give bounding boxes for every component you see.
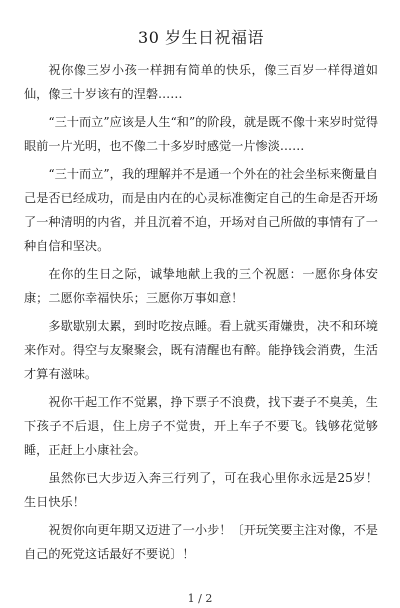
paragraph-8: 祝贺你向更年期又迈进了一小步！〔开玩笑要主注对像，不是自己的死党这话最好不要说〕！ (24, 523, 378, 561)
paragraph-3: “三十而立”，我的理解并不是通一个外在的社会坐标来衡量自己是否已经成功，而是由内在的心灵标准衡定自己的生命是否开场了一种清明的内省，并且沉着不迫，开场对自己所做的事情有了一种自信和坚决。 (24, 167, 378, 253)
paragraph-5: 多歇歇别太累，到时吃按点睡。看上就买甭嫌贵，决不和环境来作对。得空与友聚聚会，既有清醒也有醉。能挣钱会消费，生活才算有滋味。 (24, 319, 378, 381)
paragraph-1: 祝你像三岁小孩一样拥有简单的快乐，像三百岁一样得道如仙，像三十岁该有的涅磐…… (24, 63, 378, 101)
page-number: 1 / 2 (187, 592, 213, 605)
paragraph-7: 虽然你已大步迈入奔三行列了，可在我心里你永远是25岁！生日快乐！ (24, 471, 378, 509)
page-title: 30 岁生日祝福语 (138, 28, 264, 47)
paragraph-4: 在你的生日之际，诚挚地献上我的三个祝愿：一愿你身体安康；二愿你幸福快乐；三愿你万事如意！ (24, 267, 378, 305)
paragraph-6: 祝你干起工作不觉累，挣下票子不浪费，找下妻子不臭美，生下孩子不后退，住上房子不觉贵，开上车子不要飞。钱够花觉够睡，正赶上小康社会。 (24, 395, 378, 457)
paragraph-2: “三十而立”应该是人生“和”的阶段，就是既不像十来岁时觉得眼前一片光明，也不像二十多岁时感觉一片惨淡…… (24, 115, 379, 153)
